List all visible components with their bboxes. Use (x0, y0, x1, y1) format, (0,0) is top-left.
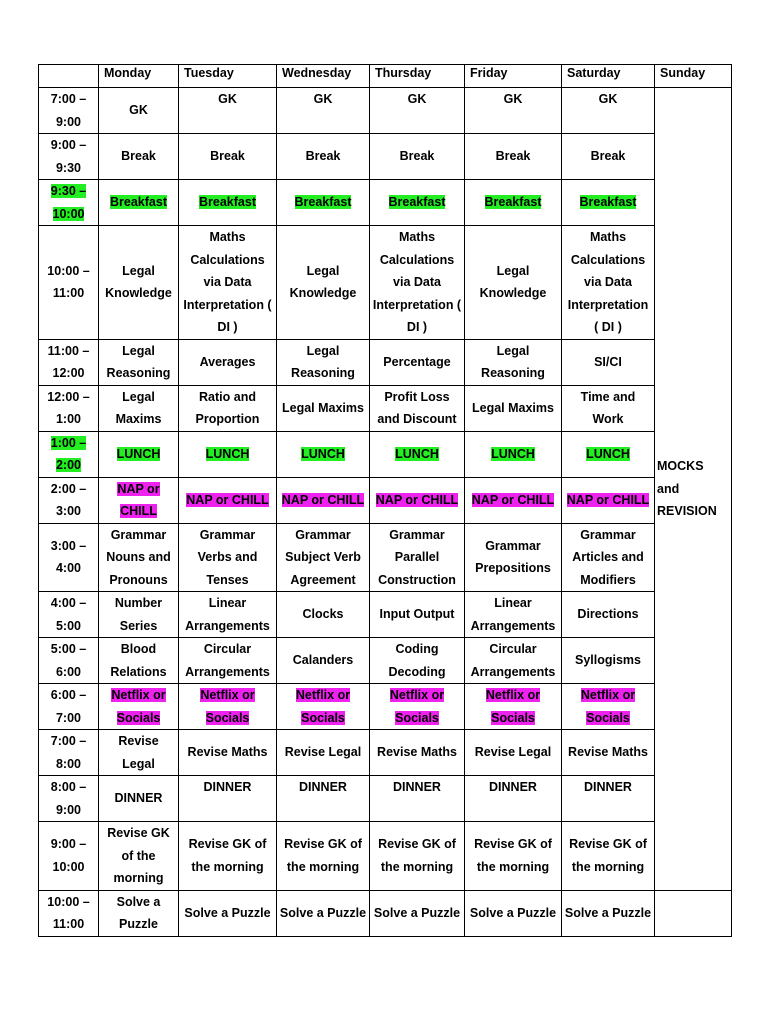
schedule-cell (179, 592, 277, 638)
header-wednesday: Wednesday (277, 65, 370, 88)
activity-label: NAP or CHILL (375, 492, 459, 507)
activity-label: Maths Calculations via Data Interpretation ( DI ) (183, 230, 272, 334)
time-slot (39, 684, 99, 730)
schedule-cell (562, 88, 655, 134)
time-slot-label: 3:00 – 4:00 (50, 538, 87, 576)
activity-label: GK (503, 92, 523, 106)
schedule-cell (99, 180, 179, 226)
schedule-cell (99, 684, 179, 730)
header-thursday: Thursday (370, 65, 465, 88)
activity-label: Revise Legal (474, 745, 552, 760)
activity-label: Break (305, 149, 341, 164)
activity-label: Input Output (379, 607, 455, 622)
time-slot-label: 1:00 – 2:00 (50, 435, 87, 472)
activity-label: Legal Maxims (115, 389, 162, 426)
activity-label: Netflix or Socials (111, 688, 166, 725)
schedule-cell (277, 339, 370, 385)
activity-label: Grammar Nouns and Pronouns (106, 527, 171, 587)
activity-label: Grammar Verbs and Tenses (197, 527, 258, 587)
activity-label: Solve a Puzzle (564, 905, 652, 920)
activity-label: Legal Knowledge (479, 263, 547, 301)
schedule-cell (562, 684, 655, 730)
time-slot (39, 226, 99, 340)
activity-label: Solve a Puzzle (469, 905, 557, 920)
activity-label: NAP or CHILL (281, 492, 365, 507)
header-time-corner (39, 65, 99, 88)
schedule-cell (465, 134, 562, 180)
schedule-cell (465, 684, 562, 730)
schedule-cell (277, 730, 370, 776)
schedule-cell (562, 523, 655, 592)
schedule-cell (370, 477, 465, 523)
schedule-cell (179, 822, 277, 891)
schedule-cell (370, 180, 465, 226)
schedule-cell (99, 822, 179, 891)
activity-label: GK (313, 92, 333, 106)
schedule-cell (99, 477, 179, 523)
activity-label: GK (598, 92, 618, 106)
header-tuesday: Tuesday (179, 65, 277, 88)
schedule-cell (179, 180, 277, 226)
activity-label: Grammar Prepositions (475, 538, 551, 576)
schedule-cell (277, 822, 370, 891)
activity-label: Revise Legal (118, 734, 159, 771)
activity-label: DINNER (584, 780, 632, 794)
schedule-cell (370, 385, 465, 431)
activity-label: Grammar Articles and Modifiers (572, 527, 644, 587)
schedule-cell (562, 638, 655, 684)
header-friday: Friday (465, 65, 562, 88)
activity-label: Syllogisms (575, 653, 641, 668)
schedule-cell (465, 88, 562, 134)
activity-label: Legal Reasoning (481, 343, 545, 380)
schedule-cell (179, 638, 277, 684)
activity-label: Break (495, 149, 531, 164)
activity-label: Break (210, 149, 245, 164)
schedule-row (39, 638, 732, 684)
activity-label: Revise GK of the morning (107, 826, 170, 885)
activity-label: Grammar Subject Verb Agreement (285, 527, 361, 587)
time-slot (39, 730, 99, 776)
schedule-cell (562, 890, 655, 936)
schedule-cell (465, 523, 562, 592)
activity-label: Legal Knowledge (105, 263, 172, 301)
activity-label: SI/CI (594, 354, 622, 369)
schedule-cell (179, 477, 277, 523)
schedule-cell (370, 776, 465, 822)
activity-label: Solve a Puzzle (116, 894, 161, 931)
activity-label: Revise Legal (284, 745, 362, 760)
schedule-cell (99, 385, 179, 431)
schedule-cell (179, 776, 277, 822)
activity-label: Blood Relations (110, 642, 167, 679)
schedule-cell (179, 226, 277, 340)
schedule-cell (179, 339, 277, 385)
activity-label: Breakfast (110, 195, 167, 210)
time-slot (39, 477, 99, 523)
activity-label: Legal Reasoning (106, 343, 171, 380)
schedule-cell (179, 684, 277, 730)
activity-label: DINNER (114, 791, 163, 806)
schedule-cell (277, 477, 370, 523)
activity-label: LUNCH (395, 446, 439, 461)
time-slot-label: 11:00 – 12:00 (47, 343, 90, 380)
activity-label: Breakfast (388, 195, 446, 210)
activity-label: Directions (577, 607, 639, 622)
activity-label: DINNER (393, 780, 441, 794)
header-sunday: Sunday (655, 65, 732, 88)
sunday-cell (655, 88, 732, 891)
schedule-row (39, 776, 732, 822)
activity-label: Legal Maxims (472, 400, 554, 415)
schedule-cell (370, 226, 465, 340)
time-slot-label: 6:00 – 7:00 (50, 688, 87, 725)
activity-label: LUNCH (116, 446, 161, 461)
schedule-cell (277, 88, 370, 134)
time-slot-label: 4:00 – 5:00 (50, 596, 87, 633)
time-slot-label: 9:00 – 10:00 (50, 837, 87, 874)
activity-label: Revise Maths (568, 745, 648, 760)
activity-label: Time and Work (580, 389, 636, 426)
schedule-cell (370, 431, 465, 477)
schedule-cell (465, 638, 562, 684)
schedule-cell (179, 523, 277, 592)
schedule-cell (465, 385, 562, 431)
activity-label: Circular Arrangements (470, 642, 556, 679)
activity-label: Netflix or Socials (200, 688, 255, 725)
activity-label: Circular Arrangements (185, 642, 270, 679)
header-row (39, 65, 732, 88)
activity-label: Grammar Parallel Construction (378, 527, 456, 587)
activity-label: Break (399, 149, 435, 164)
activity-label: DINNER (489, 780, 537, 794)
schedule-row (39, 684, 732, 730)
schedule-cell (277, 134, 370, 180)
activity-label: Revise GK of the morning (378, 837, 456, 874)
activity-label: LUNCH (586, 446, 630, 461)
schedule-cell (370, 339, 465, 385)
activity-label: Legal Reasoning (291, 343, 355, 380)
activity-label: Netflix or Socials (389, 688, 445, 725)
schedule-cell (465, 339, 562, 385)
schedule-cell (179, 730, 277, 776)
schedule-row (39, 385, 732, 431)
time-slot-label: 5:00 – 6:00 (50, 642, 87, 679)
activity-label: DINNER (299, 780, 347, 794)
time-slot-label: 10:00 – 11:00 (47, 894, 90, 931)
schedule-row (39, 477, 732, 523)
schedule-cell (277, 776, 370, 822)
time-slot (39, 638, 99, 684)
schedule-cell (179, 890, 277, 936)
schedule-cell (179, 134, 277, 180)
schedule-row (39, 88, 732, 134)
activity-label: Revise GK of the morning (474, 837, 552, 874)
schedule-cell (179, 385, 277, 431)
schedule-cell (277, 638, 370, 684)
schedule-cell (277, 226, 370, 340)
schedule-row (39, 730, 732, 776)
time-slot-label: 9:00 – 9:30 (50, 138, 87, 175)
schedule-cell (99, 431, 179, 477)
time-slot (39, 180, 99, 226)
activity-label: Coding Decoding (388, 642, 446, 679)
activity-label: Maths Calculations via Data Interpretation ( DI ) (372, 230, 462, 334)
time-slot-label: 10:00 – 11:00 (47, 263, 90, 301)
weekly-schedule-table (38, 64, 732, 937)
activity-label: Averages (199, 354, 256, 369)
schedule-cell (277, 431, 370, 477)
schedule-cell (465, 477, 562, 523)
activity-label: Linear Arrangements (185, 596, 270, 633)
schedule-cell (277, 385, 370, 431)
schedule-cell (562, 385, 655, 431)
schedule-cell (99, 592, 179, 638)
activity-label: Ratio and Proportion (195, 389, 260, 426)
activity-label: Profit Loss and Discount (377, 389, 457, 426)
schedule-row (39, 523, 732, 592)
schedule-row (39, 890, 732, 936)
schedule-cell (179, 431, 277, 477)
activity-label: Break (121, 149, 156, 164)
activity-label: Legal Knowledge (289, 263, 357, 301)
schedule-cell (562, 226, 655, 340)
activity-label: Legal Maxims (282, 400, 364, 415)
activity-label: DINNER (203, 780, 252, 794)
activity-label: Breakfast (579, 195, 637, 210)
schedule-cell (277, 180, 370, 226)
activity-label: GK (218, 92, 237, 106)
schedule-cell (370, 88, 465, 134)
schedule-cell (277, 684, 370, 730)
schedule-cell (370, 592, 465, 638)
time-slot (39, 88, 99, 134)
time-slot (39, 134, 99, 180)
schedule-row (39, 592, 732, 638)
time-slot (39, 523, 99, 592)
time-slot-label: 7:00 – 8:00 (50, 734, 87, 771)
schedule-cell (465, 431, 562, 477)
schedule-cell (99, 88, 179, 134)
schedule-cell (99, 638, 179, 684)
time-slot (39, 890, 99, 936)
time-slot (39, 431, 99, 477)
schedule-cell (99, 226, 179, 340)
activity-label: GK (129, 103, 148, 118)
schedule-cell (99, 890, 179, 936)
schedule-cell (562, 730, 655, 776)
schedule-cell (277, 890, 370, 936)
schedule-row (39, 822, 732, 891)
sunday-empty-cell (655, 890, 732, 936)
schedule-cell (370, 730, 465, 776)
schedule-cell (179, 88, 277, 134)
schedule-cell (465, 890, 562, 936)
schedule-cell (370, 134, 465, 180)
schedule-cell (562, 431, 655, 477)
schedule-row (39, 226, 732, 340)
schedule-cell (562, 180, 655, 226)
time-slot-label: 8:00 – 9:00 (50, 780, 87, 817)
activity-label: Netflix or Socials (485, 688, 541, 725)
schedule-cell (99, 134, 179, 180)
schedule-cell (562, 592, 655, 638)
time-slot (39, 339, 99, 385)
schedule-cell (465, 776, 562, 822)
activity-label: Linear Arrangements (470, 596, 556, 633)
activity-label: Calanders (292, 653, 354, 668)
activity-label: Percentage (383, 354, 451, 369)
schedule-cell (99, 730, 179, 776)
schedule-row (39, 339, 732, 385)
schedule-row (39, 180, 732, 226)
activity-label: Revise GK of the morning (569, 837, 647, 874)
schedule-cell (99, 523, 179, 592)
time-slot-label: 7:00 – 9:00 (50, 92, 87, 129)
activity-label: LUNCH (491, 446, 535, 461)
schedule-cell (465, 822, 562, 891)
activity-label: NAP or CHILL (117, 481, 160, 518)
schedule-cell (370, 890, 465, 936)
header-monday: Monday (99, 65, 179, 88)
schedule-cell (99, 339, 179, 385)
schedule-cell (465, 730, 562, 776)
sunday-activity: MOCKS and REVISION (657, 459, 717, 518)
activity-label: NAP or CHILL (471, 492, 555, 507)
header-saturday: Saturday (562, 65, 655, 88)
schedule-cell (99, 776, 179, 822)
schedule-cell (277, 523, 370, 592)
schedule-cell (562, 339, 655, 385)
schedule-row (39, 134, 732, 180)
activity-label: LUNCH (205, 446, 250, 461)
activity-label: Netflix or Socials (295, 688, 351, 725)
schedule-cell (562, 776, 655, 822)
schedule-cell (465, 226, 562, 340)
activity-label: LUNCH (301, 446, 345, 461)
schedule-cell (465, 592, 562, 638)
schedule-cell (277, 592, 370, 638)
activity-label: Revise Maths (377, 745, 457, 760)
time-slot-label: 9:30 – 10:00 (50, 184, 87, 221)
time-slot (39, 822, 99, 891)
activity-label: NAP or CHILL (186, 492, 269, 507)
activity-label: Breakfast (294, 195, 352, 210)
activity-label: Breakfast (484, 195, 542, 210)
schedule-row (39, 431, 732, 477)
time-slot (39, 776, 99, 822)
activity-label: Revise GK of the morning (284, 837, 362, 874)
schedule-cell (562, 134, 655, 180)
schedule-cell (370, 523, 465, 592)
schedule-cell (562, 822, 655, 891)
activity-label: Maths Calculations via Data Interpretation ( DI ) (567, 230, 649, 334)
activity-label: Breakfast (199, 195, 256, 210)
time-slot (39, 592, 99, 638)
time-slot (39, 385, 99, 431)
activity-label: Solve a Puzzle (279, 905, 367, 920)
activity-label: Solve a Puzzle (373, 905, 461, 920)
schedule-cell (562, 477, 655, 523)
time-slot-label: 2:00 – 3:00 (50, 481, 87, 518)
activity-label: Clocks (302, 607, 344, 622)
schedule-cell (370, 822, 465, 891)
activity-label: Revise GK of the morning (188, 837, 267, 874)
activity-label: Break (590, 149, 626, 164)
schedule-cell (370, 684, 465, 730)
activity-label: GK (407, 92, 427, 106)
activity-label: Revise Maths (187, 745, 268, 760)
schedule-cell (465, 180, 562, 226)
activity-label: Solve a Puzzle (184, 905, 271, 920)
activity-label: Netflix or Socials (580, 688, 636, 725)
activity-label: Number Series (114, 596, 163, 633)
time-slot-label: 12:00 – 1:00 (47, 389, 90, 426)
activity-label: NAP or CHILL (566, 492, 650, 507)
schedule-cell (370, 638, 465, 684)
